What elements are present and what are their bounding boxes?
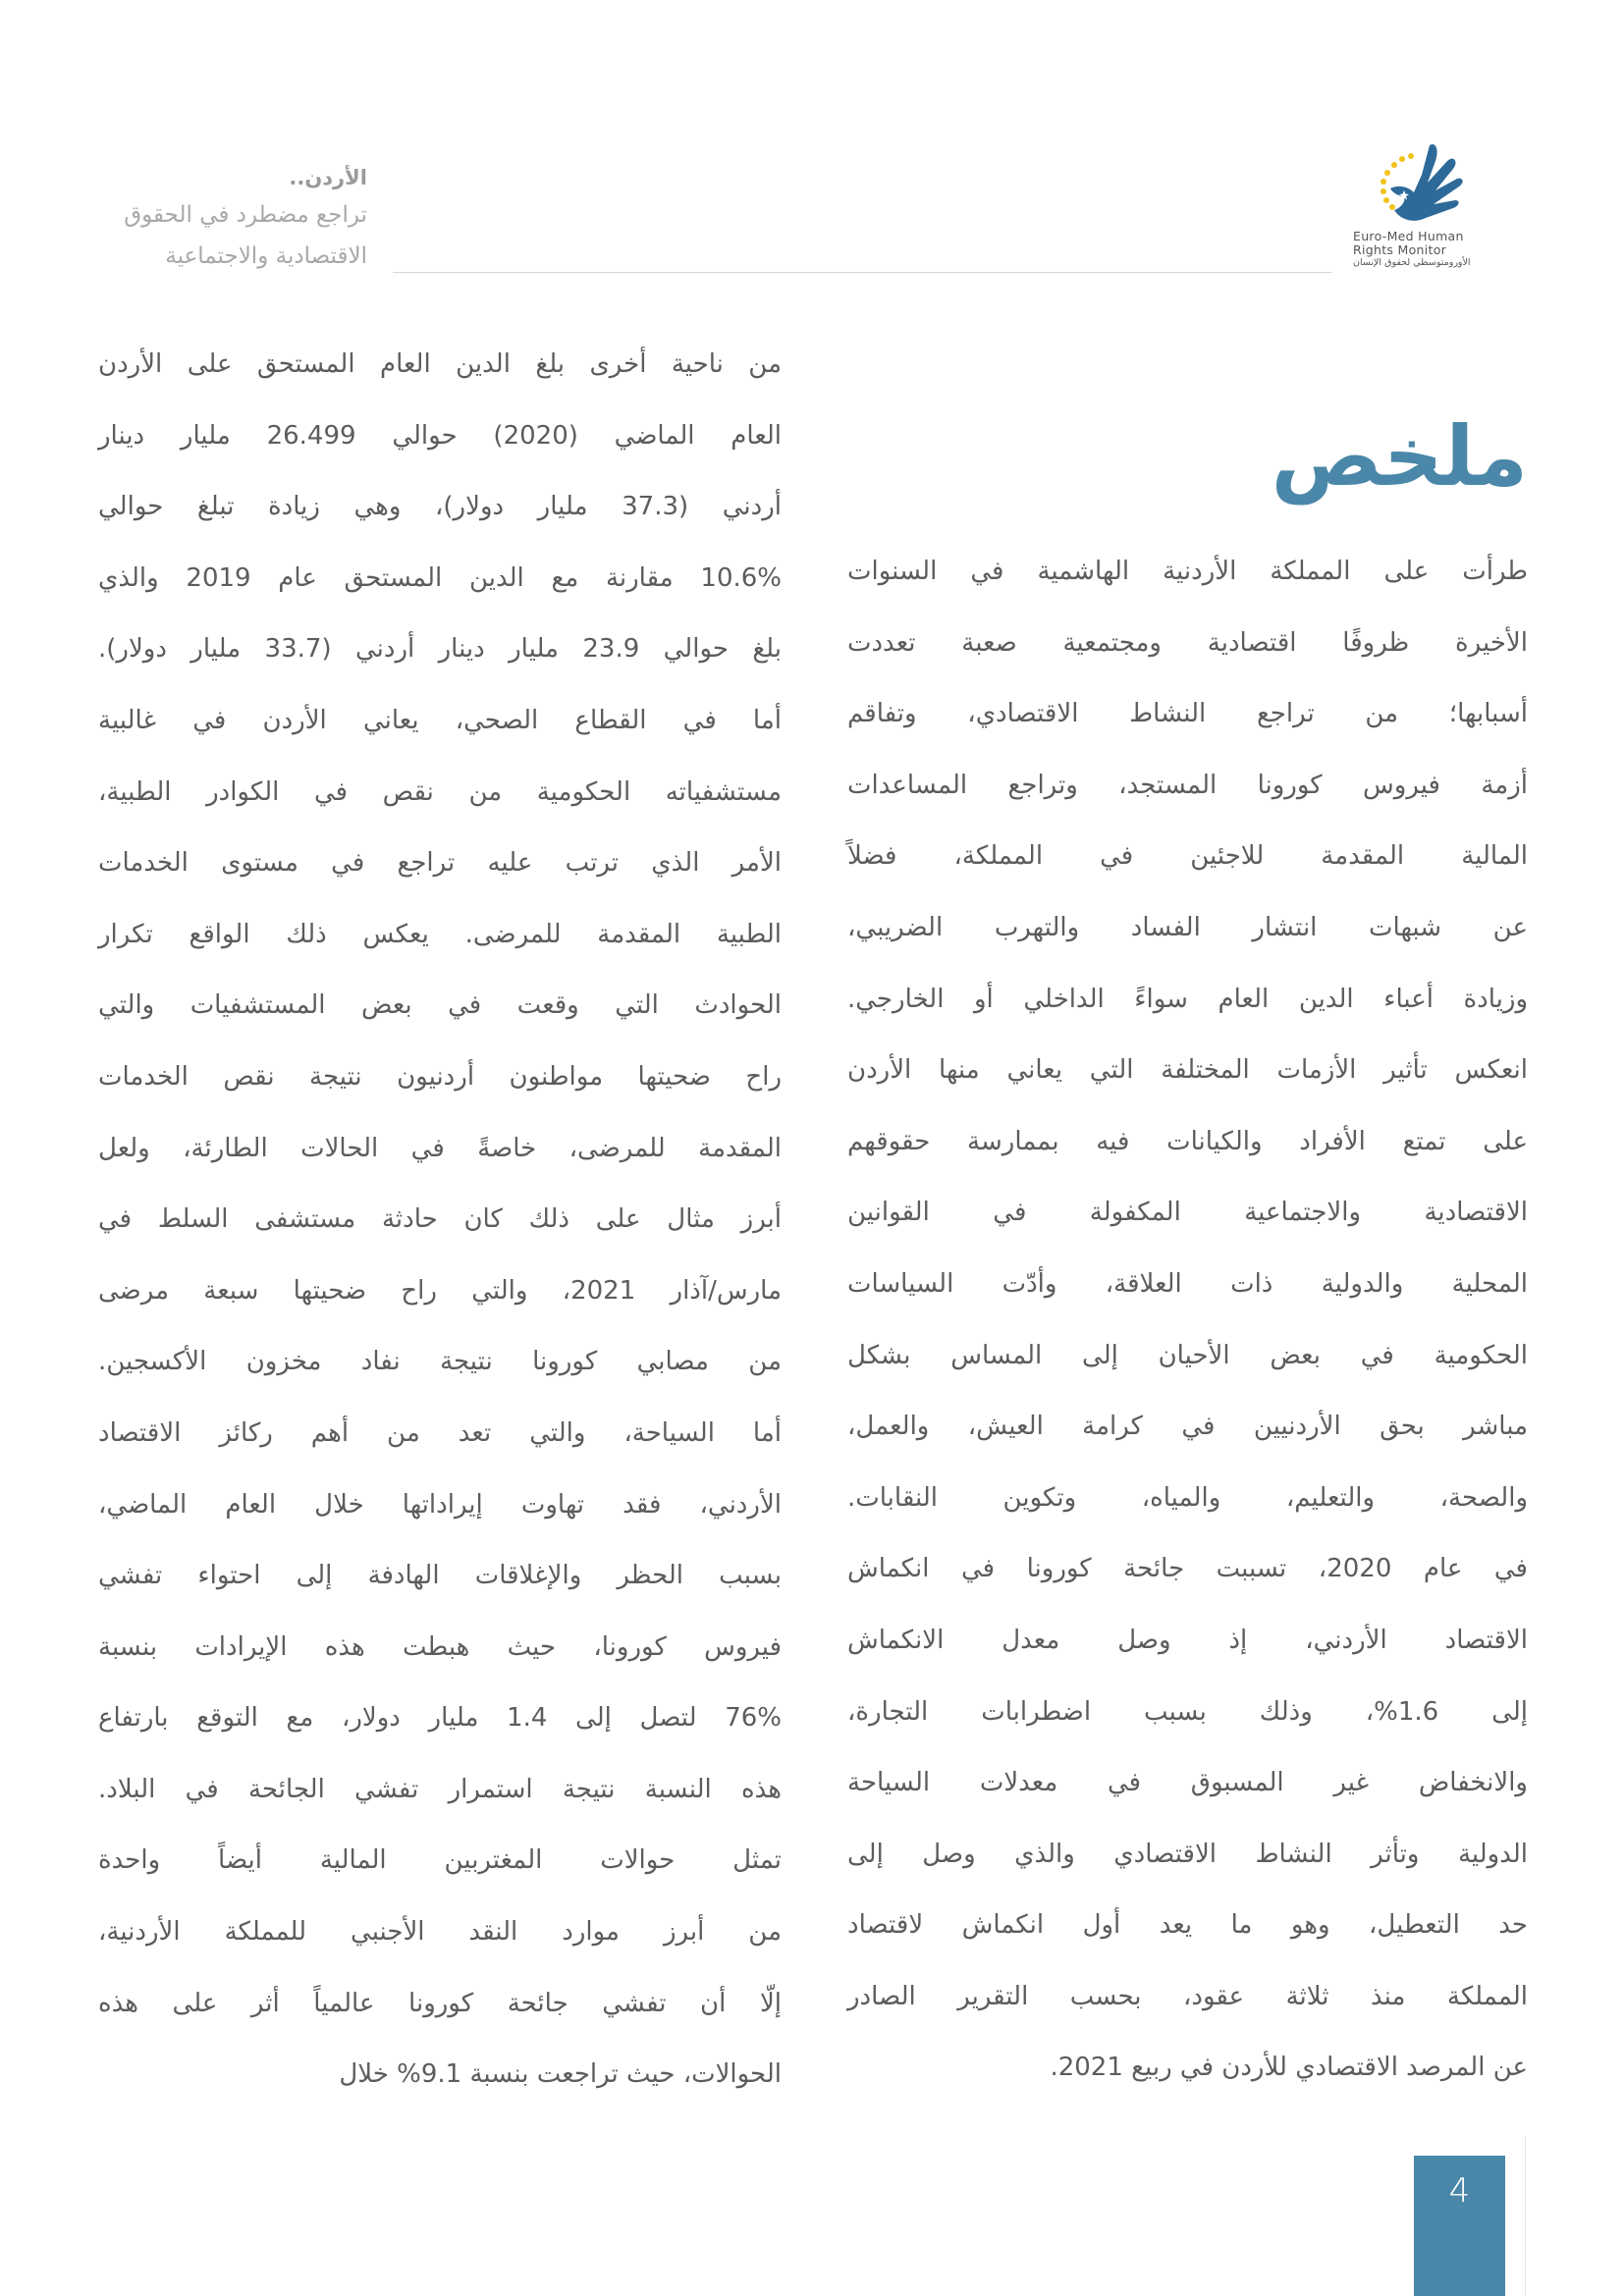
page-number-badge xyxy=(1414,2156,1505,2296)
running-header-title: الأردن.. xyxy=(289,166,367,189)
paragraph-line: مباشر بحق الأردنيين في كرامة العيش، والعمل، xyxy=(847,1412,1528,1442)
paragraph-line: تمثل حوالات المغتربين المالية أيضاً واحدة xyxy=(98,1845,782,1876)
paragraph-line: عن المرصد الاقتصادي للأردن في ربيع 2021. xyxy=(1050,2053,1528,2083)
right-column-text xyxy=(847,536,1528,2104)
paragraph-line: العام الماضي (2020) حوالي 26.499 مليار دينار xyxy=(98,420,783,451)
paragraph-line: بسبب الحظر والإغلاقات الهادفة إلى احتواء تفشي xyxy=(98,1561,782,1591)
left-column-text xyxy=(98,329,782,2110)
paragraph-line: الأمر الذي ترتب عليه تراجع في مستوى الخدمات xyxy=(98,848,782,879)
paragraph-line: طرأت على المملكة الأردنية الهاشمية في السنوات xyxy=(847,557,1528,586)
paragraph-line: الاقتصادية والاجتماعية المكفولة في القوانين xyxy=(847,1198,1528,1228)
paragraph-line: أسبابها؛ من تراجع النشاط الاقتصادي، وتفاقم xyxy=(847,699,1528,729)
paragraph-line: عن شبهات انتشار الفساد والتهرب الضريبي، xyxy=(847,912,1528,942)
paragraph-line: وزيادة أعباء الدين العام سواءً الداخلي أو الخارجي. xyxy=(847,984,1528,1014)
logo-name-en-line1: Euro-Med Human xyxy=(1353,229,1464,243)
paragraph-line: إلى 1.6%، وذلك بسبب اضطرابات التجارة، xyxy=(847,1696,1528,1727)
paragraph-line: الدولية وتأثر النشاط الاقتصادي والذي وصل إلى xyxy=(847,1839,1528,1869)
euro-med-logo xyxy=(1347,135,1494,283)
paragraph-line: أبرز مثال على ذلك كان حادثة مستشفى السلط في xyxy=(98,1204,782,1235)
paragraph-line: بلغ حوالي 23.9 مليار دينار أردني (33.7 مليار دولار). xyxy=(98,634,783,665)
paragraph-line: الأخيرة ظروفًا اقتصادية ومجتمعية صعبة تعددت xyxy=(847,627,1528,658)
running-header xyxy=(73,161,367,277)
paragraph-line: الطبية المقدمة للمرضى. يعكس ذلك الواقع تكرار xyxy=(98,919,782,949)
paragraph-line: من ناحية أخرى بلغ الدين العام المستحق على الأردن xyxy=(98,349,782,379)
page-number: 4 xyxy=(1448,2171,1471,2211)
paragraph-line: أما السياحة، والتي تعد من أهم ركائز الاقتصاد xyxy=(98,1417,782,1448)
paragraph-line: من أبرز موارد النقد الأجنبي للمملكة الأردنية، xyxy=(98,1917,782,1948)
paragraph-line: 10.6% مقارنة مع الدين المستحق عام 2019 والذي xyxy=(98,562,783,593)
paragraph-line: الحكومية في بعض الأحيان إلى المساس بشكل xyxy=(847,1340,1528,1370)
paragraph-line: الحوالات، حيث تراجعت بنسبة 9.1% خلال xyxy=(339,2059,782,2090)
paragraph-line: إلّا أن تفشي جائحة كورونا عالمياً أثر على هذه xyxy=(98,1988,782,2018)
paragraph-line: أما في القطاع الصحي، يعاني الأردن في غالبية xyxy=(98,705,782,735)
dove-hand-icon xyxy=(1365,135,1473,229)
paragraph-line: الحوادث التي وقعت في بعض المستشفيات والتي xyxy=(98,990,782,1021)
running-header-subtitle-line2: الاقتصادية والاجتماعية xyxy=(165,243,367,269)
logo-name-ar: الأورومتوسطي لحقوق الإنسان xyxy=(1353,256,1471,268)
paragraph-line: من مصابي كورونا نتيجة نفاد مخزون الأكسجين. xyxy=(98,1347,782,1377)
paragraph-line: هذه النسبة نتيجة استمرار تفشي الجائحة في البلاد. xyxy=(98,1774,782,1804)
header-divider xyxy=(393,272,1331,273)
section-heading: ملخص xyxy=(1271,408,1528,505)
paragraph-line: والانخفاض غير المسبوق في معدلات السياحة xyxy=(847,1768,1528,1798)
paragraph-line: المحلية والدولية ذات العلاقة، وأدّت السياسات xyxy=(847,1268,1528,1299)
paragraph-line: المقدمة للمرضى، خاصةً في الحالات الطارئة، ولعل xyxy=(98,1133,782,1163)
paragraph-line: انعكس تأثير الأزمات المختلفة التي يعاني منها الأردن xyxy=(847,1055,1528,1086)
paragraph-line: راح ضحيتها مواطنون أردنيون نتيجة نقص الخدمات xyxy=(98,1061,782,1092)
paragraph-line: فيروس كورونا، حيث هبطت هذه الإيرادات بنسبة xyxy=(98,1631,782,1662)
paragraph-line: أردني (37.3 مليار دولار)، وهي زيادة تبلغ حوالي xyxy=(98,492,782,522)
paragraph-line: على تمتع الأفراد والكيانات فيه بممارسة حقوقهم xyxy=(847,1126,1528,1156)
paragraph-line: أزمة فيروس كورونا المستجد، وتراجع المساعدات xyxy=(847,770,1528,800)
running-header-subtitle-line1: تراجع مضطرد في الحقوق xyxy=(124,202,367,228)
paragraph-line: 76% لتصل إلى 1.4 مليار دولار، مع التوقع بارتفاع xyxy=(98,1703,782,1734)
paragraph-line: حد التعطيل، وهو ما يعد أول انكماش لاقتصاد xyxy=(847,1910,1528,1941)
paragraph-line: مارس/آذار 2021، والتي راح ضحيتها سبعة مرضى xyxy=(98,1275,782,1306)
footer-divider xyxy=(1525,2136,1526,2296)
paragraph-line: المملكة منذ ثلاثة عقود، بحسب التقرير الصادر xyxy=(847,1981,1528,2011)
paragraph-line: مستشفياته الحكومية من نقص في الكوادر الطبية، xyxy=(98,776,782,807)
paragraph-line: المالية المقدمة للاجئين في المملكة، فضلاً xyxy=(847,841,1528,872)
logo-name-en-line2: Rights Monitor xyxy=(1353,242,1447,258)
paragraph-line: الأردني، فقد تهاوت إيراداتها خلال العام الماضي، xyxy=(98,1489,782,1520)
paragraph-line: الاقتصاد الأردني، إذ وصل معدل الانكماش xyxy=(847,1625,1528,1655)
paragraph-line: والصحة، والتعليم، والمياه، وتكوين النقابات. xyxy=(847,1482,1528,1513)
paragraph-line: في عام 2020، تسببت جائحة كورونا في انكماش xyxy=(847,1554,1528,1584)
